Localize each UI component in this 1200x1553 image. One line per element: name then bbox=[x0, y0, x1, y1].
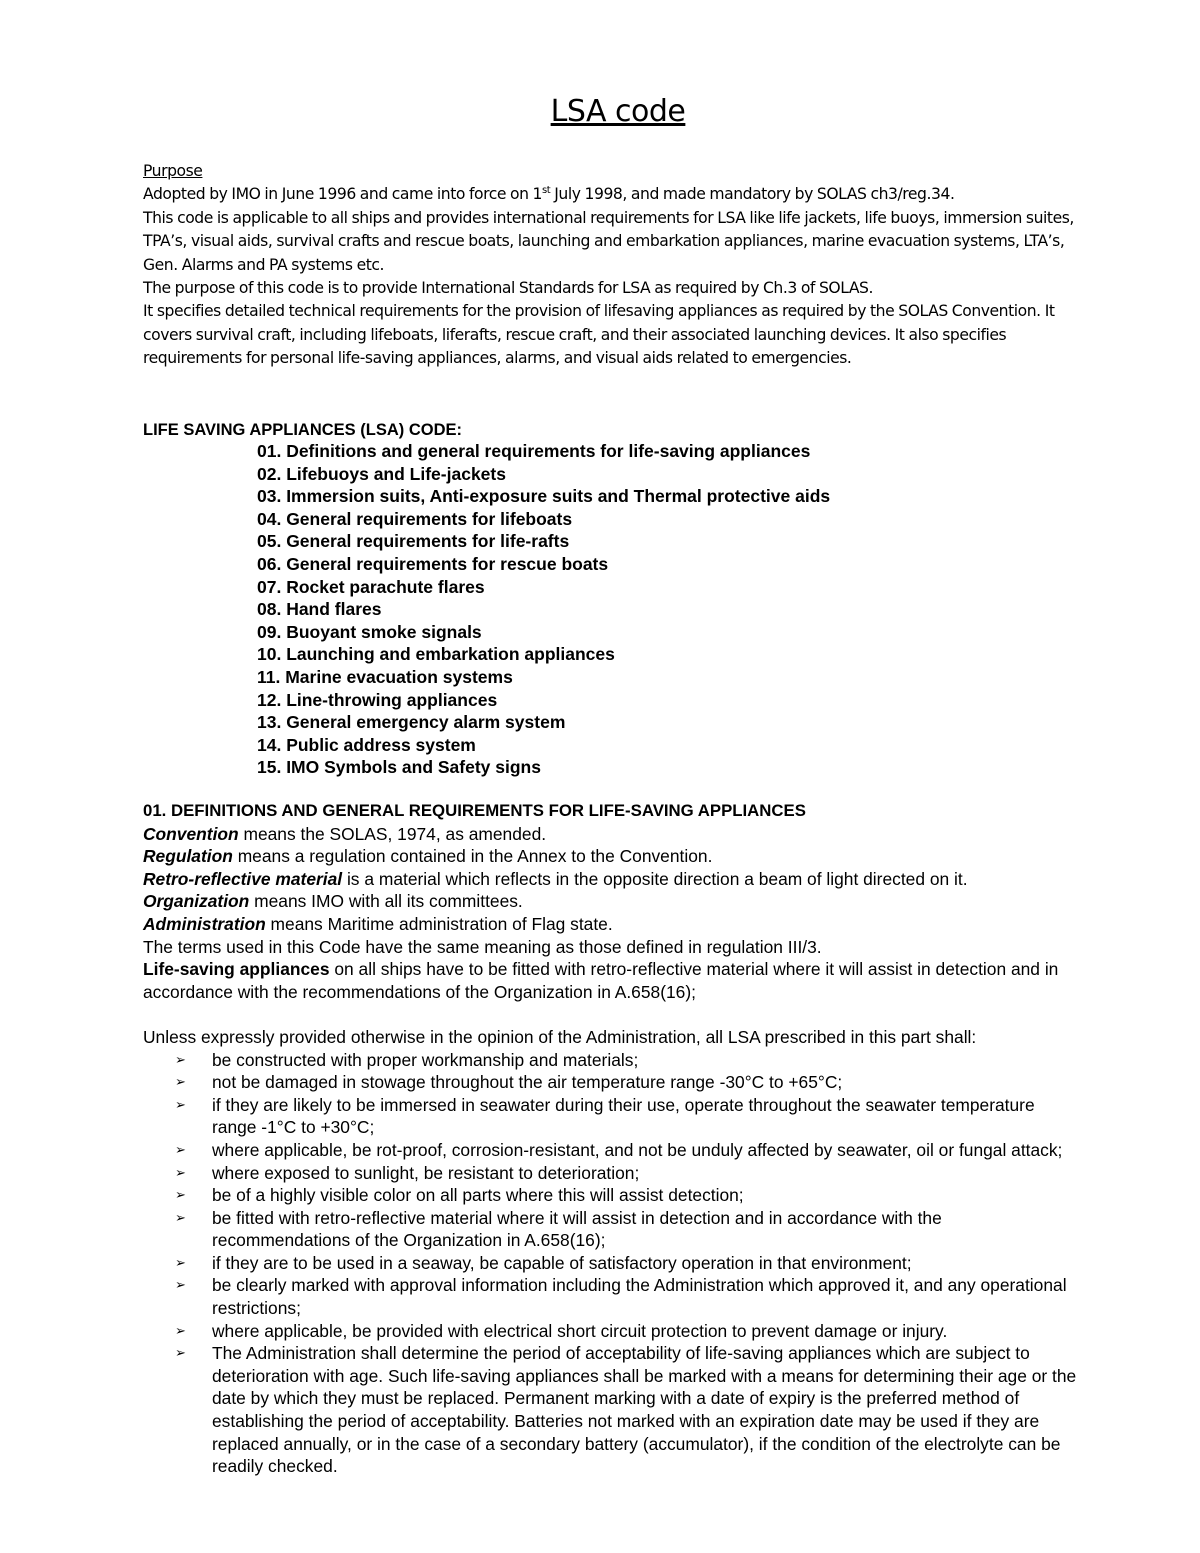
definition-text: means Maritime administration of Flag state. bbox=[265, 913, 613, 934]
requirements-intro: Unless expressly provided otherwise in the opinion of the Administration, all LSA prescribed in this part shall: bbox=[143, 1026, 977, 1047]
list-item bbox=[143, 1071, 1078, 1094]
list-item bbox=[143, 1162, 1078, 1185]
definitions-section bbox=[143, 800, 1143, 1478]
arrow-bullet-icon: ➢ bbox=[175, 1209, 186, 1225]
purpose-paragraph: The purpose of this code is to provide International Standards for LSA as required by Ch.3 of SOLAS. bbox=[143, 279, 874, 298]
list-item-text: where applicable, be provided with electrical short circuit protection to prevent damage or injury. bbox=[212, 1320, 948, 1341]
definition-line bbox=[143, 868, 1143, 891]
arrow-bullet-icon: ➢ bbox=[175, 1187, 186, 1203]
list-item bbox=[143, 1139, 1078, 1162]
definition-text: means IMO with all its committees. bbox=[249, 891, 523, 912]
purpose-label: Purpose bbox=[143, 162, 203, 180]
arrow-bullet-icon: ➢ bbox=[175, 1051, 186, 1067]
definition-line bbox=[143, 845, 1143, 868]
purpose-section bbox=[143, 160, 1103, 371]
list-item-text: if they are to be used in a seaway, be capable of satisfactory operation in that environment; bbox=[212, 1252, 912, 1273]
toc-item: 04. General requirements for lifeboats bbox=[257, 508, 573, 529]
list-item-text: where exposed to sunlight, be resistant to deterioration; bbox=[212, 1162, 640, 1183]
definition-text: means the SOLAS, 1974, as amended. bbox=[238, 823, 547, 844]
adopted-text-end: July 1998, and made mandatory by SOLAS ch3/reg.34. bbox=[550, 185, 955, 204]
adopted-line bbox=[143, 183, 1103, 206]
toc-item: 13. General emergency alarm system bbox=[257, 712, 566, 733]
specification-paragraph: It specifies detailed technical requirements for the provision of lifesaving appliances as required by the SOLAS Convention. It covers survival craft, including lifeboats, liferafts, rescue craft, and their associated launching devices. It also specifies requirements for personal life-saving appliances, alarms, and visual aids related to emergencies. bbox=[143, 302, 1055, 368]
toc-item: 14. Public address system bbox=[257, 734, 476, 755]
toc-item: 08. Hand flares bbox=[257, 599, 382, 620]
list-item bbox=[143, 1184, 1078, 1207]
table-of-contents bbox=[257, 440, 830, 779]
adopted-text: Adopted by IMO in June 1996 and came into force on 1 bbox=[143, 185, 543, 204]
toc-item: 10. Launching and embarkation appliances bbox=[257, 644, 615, 665]
toc-item: 01. Definitions and general requirements for life-saving appliances bbox=[257, 441, 811, 461]
list-item bbox=[143, 1274, 1078, 1319]
arrow-bullet-icon: ➢ bbox=[175, 1141, 186, 1157]
definition-term: Convention bbox=[143, 823, 239, 844]
list-item-text: The Administration shall determine the period of acceptability of life-saving appliances which are subject to deterioration with age. Such life-saving appliances shall be marked with a means for determining their age or the date by which they must be replaced. Permanent marking with a date of expiry is the preferred method of establishing the period of acceptability. Batteries not marked with an expiration date may be used if they are replaced annually, or in the case of a secondary battery (accumulator), if the condition of the electrolyte can be readily checked. bbox=[212, 1343, 1077, 1477]
lsa-term: Life-saving appliances bbox=[143, 959, 330, 980]
toc-item: 05. General requirements for life-rafts bbox=[257, 531, 570, 552]
arrow-bullet-icon: ➢ bbox=[175, 1074, 186, 1090]
list-item-text: be of a highly visible color on all parts where this will assist detection; bbox=[212, 1185, 744, 1206]
toc-item: 06. General requirements for rescue boats bbox=[257, 553, 609, 574]
list-item-text: be fitted with retro-reflective material where it will assist in detection and in accordance with the recommendations of the Organization in A.658(16); bbox=[212, 1207, 942, 1251]
list-item bbox=[143, 1320, 1078, 1343]
definition-term: Regulation bbox=[143, 846, 233, 867]
requirements-list bbox=[143, 1049, 1078, 1478]
list-item bbox=[143, 1094, 1078, 1139]
lsa-paragraph bbox=[143, 958, 1143, 1003]
list-item-text: not be damaged in stowage throughout the air temperature range -30°C to +65°C; bbox=[212, 1072, 843, 1093]
applicability-paragraph: This code is applicable to all ships and provides international requirements for LSA like life jackets, life buoys, immersion suites, TPA’s, visual aids, survival crafts and rescue boats, launching and embarkation appliances, marine evacuation systems, LTA’s, Gen. Alarms and PA systems etc. bbox=[143, 208, 1074, 274]
definition-term: Retro-reflective material bbox=[143, 868, 343, 889]
list-item bbox=[143, 1049, 1078, 1072]
adopted-sup: st bbox=[542, 185, 551, 197]
page-title: LSA code bbox=[550, 94, 686, 129]
arrow-bullet-icon: ➢ bbox=[175, 1096, 186, 1112]
definition-term: Administration bbox=[143, 913, 266, 934]
list-item-text: if they are likely to be immersed in seawater during their use, operate throughout the seawater temperature range -1°C to +30°C; bbox=[212, 1094, 1035, 1138]
toc-item: 02. Lifebuoys and Life-jackets bbox=[257, 463, 506, 484]
arrow-bullet-icon: ➢ bbox=[175, 1345, 186, 1361]
list-item bbox=[143, 1207, 1078, 1252]
lsa-code-heading: LIFE SAVING APPLIANCES (LSA) CODE: bbox=[143, 421, 463, 439]
definition-text: means a regulation contained in the Annex to the Convention. bbox=[232, 846, 713, 867]
toc-item: 09. Buoyant smoke signals bbox=[257, 621, 482, 642]
definition-line bbox=[143, 823, 1143, 846]
definition-line bbox=[143, 890, 1143, 913]
list-item-text: be clearly marked with approval information including the Administration which approved it, and any operational restrictions; bbox=[212, 1275, 1067, 1319]
list-item-text: where applicable, be rot-proof, corrosion-resistant, and not be unduly affected by seawater, oil or fungal attack; bbox=[212, 1139, 1063, 1160]
definition-line bbox=[143, 913, 1143, 936]
arrow-bullet-icon: ➢ bbox=[175, 1254, 186, 1270]
lsa-text: on all ships have to be fitted with retro-reflective material where it will assist in detection and in accordance with the recommendations of the Organization in A.658(16); bbox=[143, 959, 1059, 1002]
list-item bbox=[143, 1252, 1078, 1275]
list-item-text: be constructed with proper workmanship and materials; bbox=[212, 1049, 639, 1070]
arrow-bullet-icon: ➢ bbox=[175, 1322, 186, 1338]
definition-term: Organization bbox=[143, 891, 250, 912]
arrow-bullet-icon: ➢ bbox=[175, 1277, 186, 1293]
section-heading: 01. DEFINITIONS AND GENERAL REQUIREMENTS FOR LIFE-SAVING APPLIANCES bbox=[143, 801, 806, 820]
toc-item: 03. Immersion suits, Anti-exposure suits and Thermal protective aids bbox=[257, 486, 831, 507]
toc-item: 11. Marine evacuation systems bbox=[257, 666, 513, 687]
definition-text: is a material which reflects in the opposite direction a beam of light directed on it. bbox=[342, 868, 968, 889]
toc-item: 15. IMO Symbols and Safety signs bbox=[257, 757, 541, 778]
terms-line: The terms used in this Code have the same meaning as those defined in regulation III/3. bbox=[143, 936, 822, 957]
arrow-bullet-icon: ➢ bbox=[175, 1164, 186, 1180]
toc-item: 07. Rocket parachute flares bbox=[257, 576, 485, 597]
toc-item: 12. Line-throwing appliances bbox=[257, 689, 498, 710]
list-item bbox=[143, 1342, 1078, 1478]
